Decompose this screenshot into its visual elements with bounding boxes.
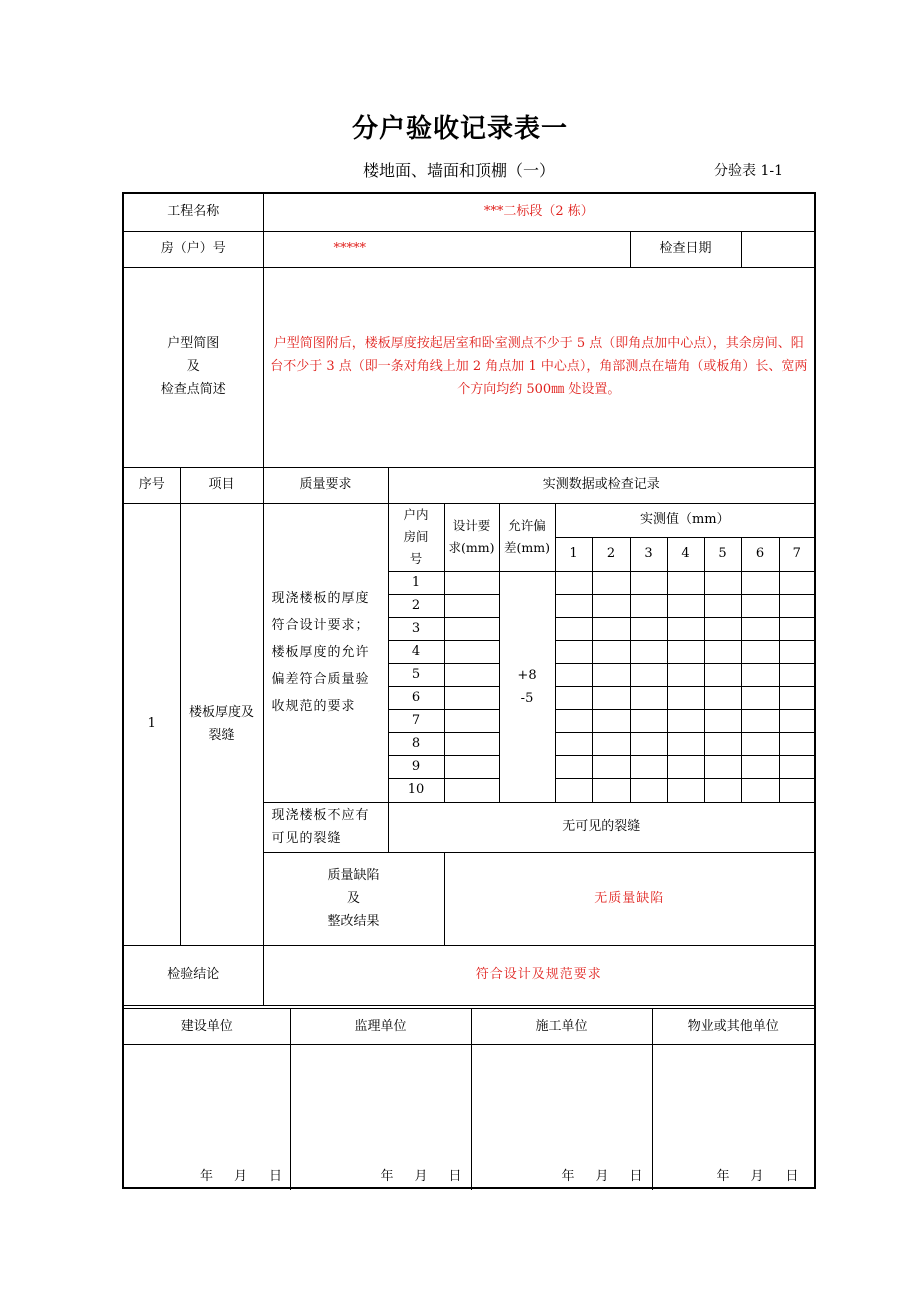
measure-cell[interactable] [667,663,704,686]
measure-cell[interactable] [630,640,667,663]
defects-label-line1: 质量缺陷 [327,868,380,883]
item1-seq: 1 [124,503,180,945]
design-cell[interactable] [444,571,499,594]
conclusion-label: 检验结论 [124,945,263,1005]
measure-cell[interactable] [704,571,741,594]
quality-requirement-header: 质量要求 [263,467,388,503]
record-table [124,194,814,1006]
point-number: 5 [704,537,741,571]
measure-cell[interactable] [779,571,814,594]
item1-thickness-requirement: 现浇楼板的厚度符合设计要求；楼板厚度的允许偏差符合质量验收规范的要求 [263,503,388,802]
inspection-date-label: 检查日期 [630,231,741,267]
item1-crack-result: 无可见的裂缝 [388,802,814,852]
room-number-value: ***** [263,231,630,267]
tolerance-minus: -5 [520,690,534,706]
measured-values-header: 实测值（mm） [555,503,814,537]
measure-cell[interactable] [779,732,814,755]
point-number: 1 [555,537,592,571]
measure-cell[interactable] [741,778,779,802]
signature-box-owner[interactable] [124,1045,290,1190]
measured-data-header: 实测数据或检查记录 [388,467,814,503]
measure-cell[interactable] [704,663,741,686]
defects-value: 无质量缺陷 [444,852,814,945]
signature-box-property[interactable] [652,1045,814,1190]
measure-cell[interactable] [741,732,779,755]
measure-cell[interactable] [667,755,704,778]
project-name-label: 工程名称 [124,194,263,231]
room-number: 3 [388,617,444,640]
point-number: 2 [592,537,630,571]
date-day: 日 [629,1168,643,1184]
measure-cell[interactable] [592,663,630,686]
point-number: 7 [779,537,814,571]
room-number-header: 户内房间号 [388,503,444,571]
floor-plan-description: 户型简图附后，楼板厚度按起居室和卧室测点不少于 5 点（即角点加中心点），其余房间、阳台不少于 3 点（即一条对角线上加 2 角点加 1 中心点），角部测点在墙角（或板角）长、宽两个方向均约 500㎜ 处设置。 [263,267,814,467]
measure-cell[interactable] [555,617,592,640]
design-cell[interactable] [444,686,499,709]
signature-table [124,1008,814,1190]
measure-cell[interactable] [741,594,779,617]
measure-cell[interactable] [741,709,779,732]
date-year: 年 [380,1168,394,1184]
design-cell[interactable] [444,617,499,640]
measure-cell[interactable] [779,709,814,732]
measure-cell[interactable] [779,686,814,709]
measure-cell[interactable] [630,732,667,755]
measure-cell[interactable] [555,755,592,778]
measure-cell[interactable] [555,732,592,755]
room-number: 8 [388,732,444,755]
measure-cell[interactable] [741,571,779,594]
measure-cell[interactable] [592,686,630,709]
measure-cell[interactable] [667,686,704,709]
measure-cell[interactable] [704,640,741,663]
date-day: 日 [785,1168,799,1184]
measure-cell[interactable] [630,571,667,594]
floor-plan-label [124,267,263,467]
tolerance-plus: +8 [517,667,537,683]
room-number: 2 [388,594,444,617]
date-month: 月 [750,1168,764,1184]
page-title: 分户验收记录表一 [351,114,568,144]
measure-cell[interactable] [704,709,741,732]
page-subtitle: 楼地面、墙面和顶棚（一） [363,161,556,180]
measure-cell[interactable] [630,755,667,778]
room-number: 5 [388,663,444,686]
design-cell[interactable] [444,663,499,686]
point-number: 4 [667,537,704,571]
measure-cell[interactable] [667,640,704,663]
floor-plan-label-line3: 检查点简述 [160,381,226,397]
tolerance-header: 允许偏差(mm) [499,503,555,571]
measure-cell[interactable] [555,709,592,732]
design-cell[interactable] [444,594,499,617]
measure-cell[interactable] [555,778,592,802]
defects-label-line2: 及 [347,891,361,906]
item1-name: 楼板厚度及裂缝 [180,503,263,945]
measure-cell[interactable] [667,571,704,594]
design-cell[interactable] [444,709,499,732]
date-month: 月 [234,1168,248,1184]
design-cell[interactable] [444,732,499,755]
measure-cell[interactable] [667,617,704,640]
item-header: 项目 [180,467,263,503]
measure-cell[interactable] [592,778,630,802]
measure-cell[interactable] [779,594,814,617]
measure-cell[interactable] [741,755,779,778]
room-number: 7 [388,709,444,732]
measure-cell[interactable] [741,663,779,686]
item1-crack-requirement: 现浇楼板不应有可见的裂缝 [263,802,388,852]
measure-cell[interactable] [704,617,741,640]
inspection-date-value[interactable] [741,231,814,267]
measure-cell[interactable] [667,594,704,617]
floor-plan-label-line1: 户型简图 [167,335,220,351]
design-cell[interactable] [444,640,499,663]
conclusion-value: 符合设计及规范要求 [263,945,814,1005]
measure-cell[interactable] [555,571,592,594]
defects-label [263,852,444,945]
room-number: 6 [388,686,444,709]
record-form [122,192,816,1189]
measure-cell[interactable] [592,755,630,778]
measure-cell[interactable] [630,778,667,802]
form-number: 分验表 1-1 [714,163,783,179]
floor-plan-label-line2: 及 [186,358,200,374]
point-number: 3 [630,537,667,571]
measure-cell[interactable] [779,755,814,778]
measure-cell[interactable] [704,594,741,617]
measure-cell[interactable] [592,640,630,663]
measure-cell[interactable] [779,663,814,686]
date-day: 日 [269,1168,283,1184]
room-number: 1 [388,571,444,594]
unit-property-label: 物业或其他单位 [652,1009,814,1045]
measure-cell[interactable] [630,594,667,617]
measure-cell[interactable] [592,594,630,617]
measure-cell[interactable] [704,686,741,709]
measure-cell[interactable] [704,732,741,755]
measure-cell[interactable] [630,686,667,709]
measure-cell[interactable] [779,778,814,802]
measure-cell[interactable] [667,709,704,732]
unit-supervisor-label: 监理单位 [290,1009,471,1045]
measure-cell[interactable] [592,709,630,732]
date-month: 月 [595,1168,609,1184]
tolerance-value [499,571,555,802]
design-cell[interactable] [444,778,499,802]
measure-cell[interactable] [741,617,779,640]
unit-contractor-label: 施工单位 [471,1009,652,1045]
design-cell[interactable] [444,755,499,778]
room-number: 10 [388,778,444,802]
measure-cell[interactable] [667,732,704,755]
seq-header: 序号 [124,467,180,503]
measure-cell[interactable] [555,640,592,663]
defects-label-line3: 整改结果 [327,914,380,929]
room-number: 9 [388,755,444,778]
measure-cell[interactable] [630,663,667,686]
date-month: 月 [414,1168,428,1184]
unit-owner-label: 建设单位 [124,1009,290,1045]
design-requirement-header: 设计要求(mm) [444,503,499,571]
signature-box-contractor[interactable] [471,1045,652,1190]
date-day: 日 [448,1168,462,1184]
room-number-label: 房（户）号 [124,231,263,267]
measure-cell[interactable] [630,709,667,732]
measure-cell[interactable] [779,617,814,640]
date-year: 年 [561,1168,575,1184]
date-year: 年 [716,1168,730,1184]
room-number: 4 [388,640,444,663]
measure-cell[interactable] [630,617,667,640]
measure-cell[interactable] [667,778,704,802]
point-number: 6 [741,537,779,571]
signature-box-supervisor[interactable] [290,1045,471,1190]
project-name-value: ***二标段（2 栋） [263,194,814,231]
measure-cell[interactable] [741,640,779,663]
measure-cell[interactable] [779,640,814,663]
measure-cell[interactable] [592,732,630,755]
measure-cell[interactable] [555,594,592,617]
measure-cell[interactable] [741,686,779,709]
measure-cell[interactable] [704,778,741,802]
measure-cell[interactable] [555,686,592,709]
date-year: 年 [200,1168,214,1184]
measure-cell[interactable] [555,663,592,686]
measure-cell[interactable] [704,755,741,778]
measure-cell[interactable] [592,571,630,594]
measure-cell[interactable] [592,617,630,640]
